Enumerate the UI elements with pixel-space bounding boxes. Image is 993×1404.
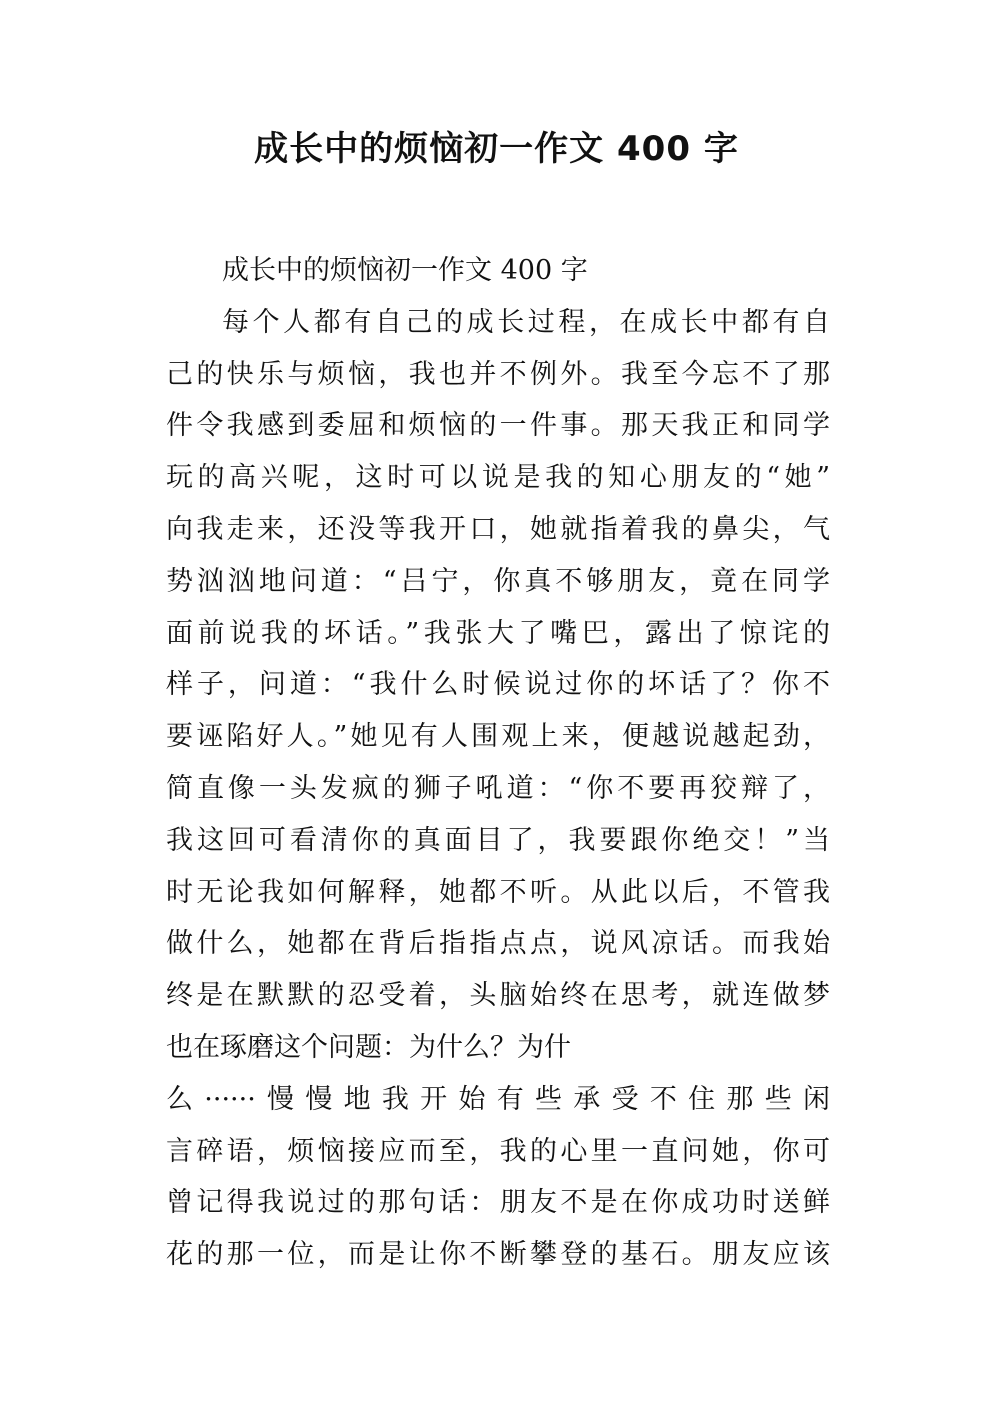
body-line: 言碎语，烦恼接应而至，我的心里一直问她，你可 xyxy=(166,1135,830,1167)
document-title: 成长中的烦恼初一作文 400 字 xyxy=(254,129,739,169)
body-line: 玩的高兴呢，这时可以说是我的知心朋友的“她” xyxy=(166,462,830,494)
subtitle-line: 成长中的烦恼初一作文 400 字 xyxy=(222,255,588,286)
body-line: 么······慢慢地我开始有些承受不住那些闲 xyxy=(166,1083,830,1115)
body-line: 样子，问道：“我什么时候说过你的坏话了？你不 xyxy=(166,669,830,701)
body-line: 面前说我的坏话。”我张大了嘴巴，露出了惊诧的 xyxy=(166,617,830,649)
body-line: 曾记得我说过的那句话：朋友不是在你成功时送鲜 xyxy=(166,1187,830,1219)
body-line: 势汹汹地问道：“吕宁，你真不够朋友，竟在同学 xyxy=(166,565,830,597)
body-line: 做什么，她都在背后指指点点，说风凉话。而我始 xyxy=(166,928,830,960)
body-line: 也在琢磨这个问题：为什么？为什 xyxy=(166,1031,571,1063)
body-line: 简直像一头发疯的狮子吼道：“你不要再狡辩了， xyxy=(166,772,830,804)
subtitle-paragraph xyxy=(166,245,830,297)
body-line: 件令我感到委屈和烦恼的一件事。那天我正和同学 xyxy=(166,410,830,442)
body-line: 时无论我如何解释，她都不听。从此以后，不管我 xyxy=(166,876,830,908)
body-line: 花的那一位，而是让你不断攀登的基石。朋友应该 xyxy=(166,1239,830,1271)
body-line: 要诬陷好人。”她见有人围观上来，便越说越起劲， xyxy=(166,721,830,753)
body-line: 己的快乐与烦恼，我也并不例外。我至今忘不了那 xyxy=(166,358,830,390)
body-line: 我这回可看清你的真面目了，我要跟你绝交！”当 xyxy=(166,824,830,856)
body-line: 每个人都有自己的成长过程，在成长中都有自 xyxy=(222,306,830,338)
body-paragraph xyxy=(166,297,830,1281)
body-line: 终是在默默的忍受着，头脑始终在思考，就连做梦 xyxy=(166,980,830,1012)
body-line: 向我走来，还没等我开口，她就指着我的鼻尖，气 xyxy=(166,513,830,545)
document-body xyxy=(166,245,830,1281)
